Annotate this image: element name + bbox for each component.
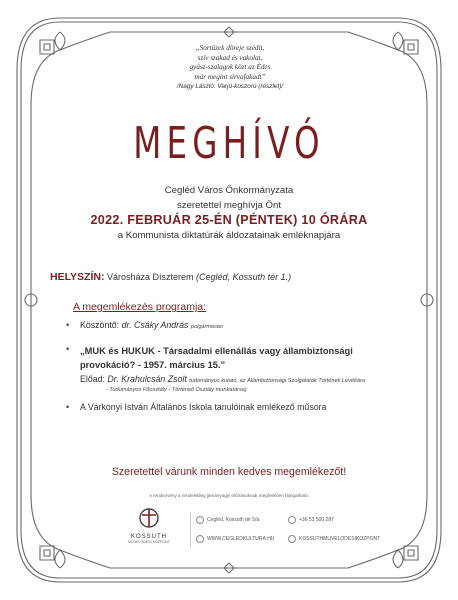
location-icon [196, 516, 204, 524]
footer-divider [190, 513, 191, 547]
intro-invite: szeretettel meghívja Önt [177, 200, 281, 211]
speaker-prefix: Előad: [80, 374, 105, 384]
venue-line [50, 271, 291, 283]
event-date: 2022. FEBRUÁR 25-ÉN (PÉNTEK) 10 ÓRÁRA [90, 213, 368, 227]
contact-social[interactable] [288, 535, 380, 543]
fine-print: A rendezvény a rendeletileg járványügyi előírásoknak megfelelően látogatható. [148, 493, 310, 498]
logo-subtext: MŰVELŐDÉSI KÖZPONT [128, 540, 170, 544]
venue-name: Városháza Díszterem [106, 272, 194, 282]
quote-line: gyász-szalagok közt az Édes [189, 63, 271, 72]
intro-organizer: Cegléd Város Önkormányzata [164, 185, 294, 196]
closing-line: Szeretettel várunk minden kedves megemlékezőt! [111, 466, 347, 478]
phone-icon [288, 516, 296, 524]
bullet-icon: • [66, 320, 70, 330]
greeting-prefix: Köszöntő: [80, 320, 120, 330]
page-title: MEGHÍVÓ [133, 118, 325, 169]
lecture-title-line: provokáció? - 1957. március 15.” [80, 360, 226, 370]
greeting-name: dr. Csáky András [121, 320, 189, 330]
contact-phone [288, 516, 334, 524]
quote-line: „Sortüzek döreje szédít, [195, 44, 265, 52]
speaker-name: Dr. Krahulcsán Zsolt [107, 374, 187, 384]
list-item [66, 320, 396, 333]
greeting-role: polgármester [190, 324, 224, 330]
globe-icon [196, 535, 204, 543]
program-list [66, 320, 396, 413]
contact-web[interactable] [196, 535, 274, 543]
quote-attribution: /Nagy László: Varjú-koszorú (részlet)/ [176, 83, 284, 91]
bullet-icon: • [66, 402, 70, 412]
lecture-title-line: „MUK és HUKUK - Társadalmi ellenállás vagy állambiztonsági [80, 346, 353, 356]
quote-line: szív szakad és vakolat, [197, 53, 263, 62]
social-text[interactable]: KOSSUTHMUVELODESIKOZPONT [299, 536, 381, 542]
facebook-icon [288, 535, 296, 543]
bullet-icon: • [66, 344, 70, 354]
poem-quote [150, 44, 310, 92]
invitation-intro [0, 183, 458, 243]
school-program: A Várkonyi István Általános Iskola tanulóinak emlékező műsora [80, 402, 327, 412]
web-text[interactable]: WWW.CEGLEDKULTURA.HU [207, 536, 275, 542]
speaker-role-cont: - Tudományos Főosztály - Történeti Osztály munkatársa) [106, 387, 247, 393]
event-occasion: a Kommunista diktatúrák áldozatainak emléknapjára [117, 230, 341, 241]
list-item [66, 344, 396, 394]
logo-mark-icon [138, 507, 160, 529]
phone-text: +36 53 500 287 [299, 517, 334, 523]
list-item [66, 402, 396, 413]
venue-label: HELYSZÍN: [50, 271, 105, 283]
program-heading: A megemlékezés programja: [73, 301, 207, 313]
contact-address [196, 516, 259, 524]
address-text: Cegléd, Kossuth tér 5/a [207, 517, 260, 523]
logo-text: KOSSUTH [130, 534, 167, 540]
quote-line: már megint sírvafakadt” [194, 72, 266, 81]
venue-address: (Cegléd, Kossuth tér 1.) [196, 272, 292, 282]
kossuth-logo [118, 507, 180, 544]
speaker-role: tudományos kutató, az Állambiztonsági Szolgálatok Történeti Levéltára [189, 378, 365, 384]
